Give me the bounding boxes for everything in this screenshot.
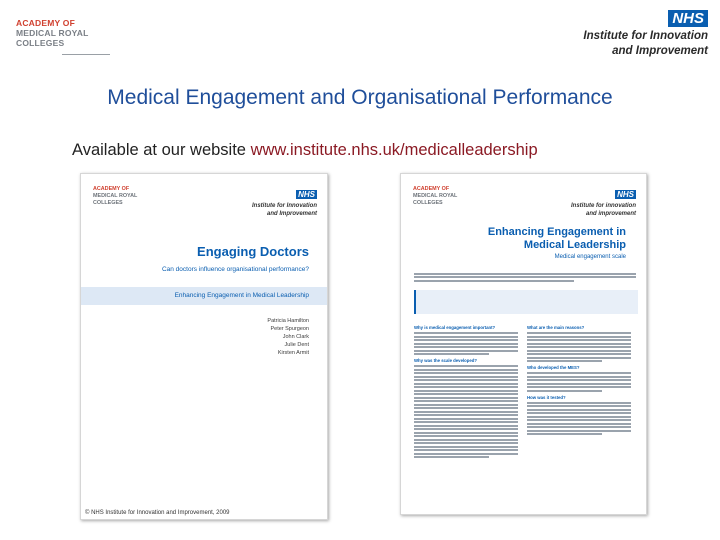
text-line: [527, 360, 602, 362]
text-line: [527, 336, 631, 338]
text-line: [414, 446, 518, 448]
text-line: [527, 353, 631, 355]
text-line: [414, 332, 518, 334]
text-line: [414, 273, 636, 275]
text-line: [414, 379, 518, 381]
text-line: [414, 397, 518, 399]
amrc-logo-line-1: ACADEMY OF: [16, 18, 75, 28]
text-line: [414, 400, 518, 402]
amrc-logo: [16, 18, 104, 48]
doc2-title-line-2: Medical Leadership: [523, 239, 626, 251]
text-line: [414, 418, 518, 420]
doc2-amrc-line-2: MEDICAL ROYAL: [413, 193, 458, 199]
text-line: [527, 412, 631, 414]
text-line: [414, 456, 489, 458]
text-line: [414, 404, 518, 406]
text-line: [414, 350, 518, 352]
text-line: [527, 357, 631, 359]
text-line: [414, 407, 518, 409]
text-line: [414, 376, 518, 378]
nhs-institute-logo: [558, 10, 708, 58]
text-line: [414, 414, 518, 416]
text-line: [414, 435, 518, 437]
availability-prefix: Available at our website: [72, 141, 246, 159]
doc2-right-column: [527, 322, 631, 437]
text-line: [527, 426, 631, 428]
doc1-amrc-line-2: MEDICAL ROYAL: [93, 193, 138, 199]
doc1-amrc-line-1: ACADEMY OF: [93, 186, 130, 192]
doc1-question: Can doctors influence organisational performance?: [161, 266, 309, 273]
text-line: [527, 430, 631, 432]
text-line: [414, 428, 518, 430]
doc2-quote-box: [414, 290, 638, 314]
availability-line: [72, 141, 538, 160]
text-line: [414, 336, 518, 338]
text-line: [414, 421, 518, 423]
text-line: [527, 343, 631, 345]
doc1-author: Kirsten Armit: [277, 350, 309, 356]
text-line: [527, 390, 602, 392]
nhs-badge: NHS: [668, 10, 708, 27]
text-line: [527, 350, 631, 352]
text-line: [414, 369, 518, 371]
doc1-subtitle: Enhancing Engagement in Medical Leadership: [174, 292, 309, 299]
doc2-left-column: [414, 322, 518, 460]
doc1-author: John Clark: [282, 334, 309, 340]
doc2-nhs-line-1: Institute for innovation: [571, 203, 636, 209]
nhs-institute-line-2: and Improvement: [612, 45, 708, 57]
doc2-nhs-badge: NHS: [617, 190, 634, 199]
doc1-authors: [267, 317, 309, 357]
text-line: [527, 416, 631, 418]
text-line: [527, 386, 631, 388]
text-line: [527, 376, 631, 378]
doc2-heading: How was it tested?: [527, 394, 566, 400]
doc2-heading: Why was the scale developed?: [414, 358, 478, 363]
text-line: [414, 425, 518, 427]
text-line: [527, 419, 631, 421]
doc1-amrc-logo: [93, 186, 137, 207]
text-line: [414, 453, 518, 455]
doc1-nhs-line-1: Institute for Innovation: [252, 203, 317, 209]
text-line: [414, 442, 518, 444]
text-line: [414, 393, 518, 395]
copyright-notice: © NHS Institute for Innovation and Improvement, 2009: [85, 510, 230, 516]
text-line: [414, 432, 518, 434]
website-link[interactable]: www.institute.nhs.uk/medicalleadership: [250, 141, 538, 159]
text-line: [414, 439, 518, 441]
doc1-nhs-badge: NHS: [298, 190, 315, 199]
doc1-nhs-line-2: and Improvement: [266, 211, 317, 217]
text-line: [527, 405, 631, 407]
text-line: [527, 423, 631, 425]
amrc-logo-rule: [62, 54, 110, 55]
amrc-logo-line-2: MEDICAL ROYAL: [16, 28, 89, 38]
text-line: [527, 372, 631, 374]
text-line: [527, 346, 631, 348]
doc2-intro-text: [414, 271, 636, 283]
text-line: [527, 402, 631, 404]
amrc-logo-line-3: COLLEGES: [16, 38, 65, 48]
text-line: [527, 332, 631, 334]
doc1-author: Julie Dent: [284, 342, 309, 348]
text-line: [414, 280, 574, 282]
doc2-scale-label: Medical engagement scale: [554, 254, 626, 260]
doc2-amrc-line-1: ACADEMY OF: [413, 186, 450, 192]
doc2-heading: Why is medical engagement important?: [414, 325, 496, 330]
text-line: [414, 353, 489, 355]
text-line: [414, 411, 518, 413]
doc2-amrc-line-3: COLLEGES: [413, 200, 443, 206]
text-line: [414, 386, 518, 388]
report-page-medical-engagement-scale: [400, 173, 647, 515]
nhs-institute-line-1: Institute for Innovation: [583, 30, 708, 42]
doc1-author: Patricia Hamilton: [267, 318, 309, 324]
doc2-nhs-line-2: and improvement: [585, 211, 636, 217]
text-line: [414, 343, 518, 345]
text-line: [527, 383, 631, 385]
text-line: [414, 365, 518, 367]
doc2-heading: Who developed the MES?: [527, 365, 580, 370]
doc1-nhs-logo: [252, 184, 317, 218]
text-line: [414, 383, 518, 385]
doc2-nhs-logo: [571, 184, 636, 218]
text-line: [414, 339, 518, 341]
text-line: [527, 379, 631, 381]
text-line: [414, 390, 518, 392]
doc2-heading: What are the main reasons?: [527, 325, 585, 330]
doc1-author: Peter Spurgeon: [270, 326, 309, 332]
doc2-title-line-1: Enhancing Engagement in: [487, 226, 626, 238]
text-line: [414, 449, 518, 451]
slide-title: Medical Engagement and Organisational Performance: [107, 86, 613, 109]
doc1-amrc-line-3: COLLEGES: [93, 200, 123, 206]
text-line: [527, 433, 602, 435]
doc2-amrc-logo: [413, 186, 457, 207]
text-line: [414, 346, 518, 348]
doc1-title: Engaging Doctors: [197, 244, 309, 259]
text-line: [527, 409, 631, 411]
text-line: [527, 339, 631, 341]
doc2-title: [488, 226, 626, 252]
text-line: [414, 276, 636, 278]
report-cover-engaging-doctors: [80, 173, 328, 520]
text-line: [414, 372, 518, 374]
